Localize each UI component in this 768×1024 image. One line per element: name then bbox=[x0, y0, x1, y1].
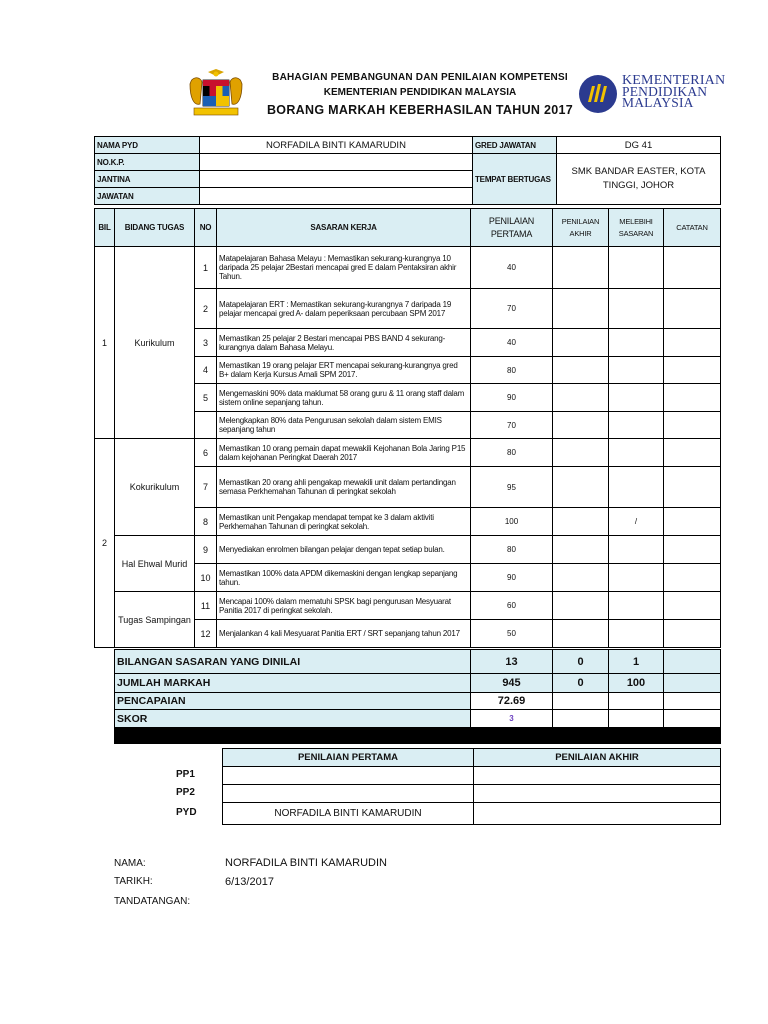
group-bidang: Tugas Sampingan bbox=[115, 592, 195, 648]
row-pertama: 80 bbox=[471, 439, 553, 467]
row-melebihi bbox=[609, 439, 664, 467]
row-pertama: 80 bbox=[471, 536, 553, 564]
row-no: 7 bbox=[195, 467, 217, 508]
pp1-label: PP1 bbox=[176, 769, 195, 780]
row-akhir bbox=[553, 564, 609, 592]
row-catatan bbox=[664, 247, 721, 289]
row-no: 4 bbox=[195, 357, 217, 384]
summary-table bbox=[114, 649, 721, 744]
col-bil: BIL bbox=[95, 209, 115, 247]
col-sasaran: SASARAN KERJA bbox=[217, 209, 471, 247]
col-akhir: PENILAIAN AKHIR bbox=[553, 209, 609, 247]
row-sasaran: Memastikan 10 orang pemain dapat mewakili Kejohanan Bola Jaring P15 dalam kejohanan Peringkat Daerah 2017 bbox=[217, 439, 471, 467]
signoff-col-akhir: PENILAIAN AKHIR bbox=[474, 749, 721, 767]
row-catatan bbox=[664, 289, 721, 329]
col-melebihi: MELEBIHI SASARAN bbox=[609, 209, 664, 247]
row-melebihi: / bbox=[609, 508, 664, 536]
nama-value: NORFADILA BINTI KAMARUDIN bbox=[200, 137, 473, 154]
kpm-logo-line: KEMENTERIAN bbox=[622, 73, 726, 88]
tempat-value: SMK BANDAR EASTER, KOTA TINGGI, JOHOR bbox=[557, 154, 721, 205]
nama-label: NAMA PYD bbox=[95, 137, 200, 154]
jawatan-label: JAWATAN bbox=[95, 188, 200, 205]
row-catatan bbox=[664, 439, 721, 467]
row-pertama: 40 bbox=[471, 247, 553, 289]
bilangan-melebihi: 1 bbox=[609, 650, 664, 674]
signoff-col-pertama: PENILAIAN PERTAMA bbox=[223, 749, 474, 767]
row-sasaran: Memastikan 20 orang ahli pengakap mewakili unit dalam pertandingan semasa Perkhemahan Tahunan di peringkat sekolah bbox=[217, 467, 471, 508]
nokp-value bbox=[200, 154, 473, 171]
pp2-akhir bbox=[474, 785, 721, 803]
tempat-label: TEMPAT BERTUGAS bbox=[473, 154, 557, 205]
form-title: BORANG MARKAH KEBERHASILAN TAHUN 2017 bbox=[266, 103, 574, 117]
group-bidang: Kurikulum bbox=[115, 247, 195, 439]
pyd-akhir bbox=[474, 803, 721, 825]
row-akhir bbox=[553, 620, 609, 648]
row-sasaran: Matapelajaran Bahasa Melayu : Memastikan sekurang-kurangnya 10 daripada 25 pelajar 2Bestari mencapai gred E dalam Pentaksiran akhir Tahun. bbox=[217, 247, 471, 289]
gred-value: DG 41 bbox=[557, 137, 721, 154]
row-pertama: 60 bbox=[471, 592, 553, 620]
row-catatan bbox=[664, 467, 721, 508]
row-catatan bbox=[664, 536, 721, 564]
row-catatan bbox=[664, 357, 721, 384]
jantina-value bbox=[200, 171, 473, 188]
row-melebihi bbox=[609, 592, 664, 620]
jantina-label: JANTINA bbox=[95, 171, 200, 188]
row-catatan bbox=[664, 329, 721, 357]
skor-pertama: 3 bbox=[471, 710, 553, 728]
row-pertama: 50 bbox=[471, 620, 553, 648]
group-bidang: Kokurikulum bbox=[115, 439, 195, 536]
row-no: 6 bbox=[195, 439, 217, 467]
pencapaian-melebihi bbox=[609, 693, 664, 710]
pp1-pertama bbox=[223, 767, 474, 785]
row-pertama: 70 bbox=[471, 289, 553, 329]
row-melebihi bbox=[609, 289, 664, 329]
row-no bbox=[195, 412, 217, 439]
row-no: 9 bbox=[195, 536, 217, 564]
bilangan-akhir: 0 bbox=[553, 650, 609, 674]
group-bidang: Hal Ehwal Murid bbox=[115, 536, 195, 592]
skor-melebihi bbox=[609, 710, 664, 728]
pp1-akhir bbox=[474, 767, 721, 785]
row-pertama: 95 bbox=[471, 467, 553, 508]
row-sasaran: Mencapai 100% dalam mematuhi SPSK bagi pengurusan Mesyuarat Panitia 2017 di peringkat sekolah. bbox=[217, 592, 471, 620]
row-akhir bbox=[553, 384, 609, 412]
group-bil: 1 bbox=[95, 247, 115, 439]
footer-tandatangan-label: TANDATANGAN: bbox=[114, 896, 191, 907]
kpm-logo-line: PENDIDIKAN bbox=[622, 84, 708, 99]
divider-bar bbox=[115, 728, 721, 744]
row-akhir bbox=[553, 247, 609, 289]
row-pertama: 90 bbox=[471, 384, 553, 412]
bilangan-label: BILANGAN SASARAN YANG DINILAI bbox=[115, 650, 471, 674]
row-akhir bbox=[553, 439, 609, 467]
row-pertama: 80 bbox=[471, 357, 553, 384]
row-melebihi bbox=[609, 384, 664, 412]
pp2-pertama bbox=[223, 785, 474, 803]
bilangan-pertama: 13 bbox=[471, 650, 553, 674]
jawatan-value bbox=[200, 188, 473, 205]
row-melebihi bbox=[609, 329, 664, 357]
row-sasaran: Matapelajaran ERT : Memastikan sekurang-kurangnya 7 daripada 19 pelajar mencapai gred A- dalam peperiksaan percubaan SPM 2017 bbox=[217, 289, 471, 329]
info-table bbox=[94, 136, 721, 205]
jumlah-label: JUMLAH MARKAH bbox=[115, 674, 471, 693]
row-catatan bbox=[664, 564, 721, 592]
footer-tarikh-value: 6/13/2017 bbox=[225, 876, 274, 888]
row-akhir bbox=[553, 536, 609, 564]
header-ministry: KEMENTERIAN PENDIDIKAN MALAYSIA bbox=[323, 87, 517, 98]
gred-label: GRED JAWATAN bbox=[473, 137, 557, 154]
row-catatan bbox=[664, 508, 721, 536]
skor-label: SKOR bbox=[115, 710, 471, 728]
row-sasaran: Menjalankan 4 kali Mesyuarat Panitia ERT / SRT sepanjang tahun 2017 bbox=[217, 620, 471, 648]
row-melebihi bbox=[609, 620, 664, 648]
row-no: 10 bbox=[195, 564, 217, 592]
row-no: 3 bbox=[195, 329, 217, 357]
pencapaian-pertama: 72.69 bbox=[471, 693, 553, 710]
row-melebihi bbox=[609, 412, 664, 439]
row-pertama: 40 bbox=[471, 329, 553, 357]
jumlah-pertama: 945 bbox=[471, 674, 553, 693]
bilangan-catatan bbox=[664, 650, 721, 674]
row-akhir bbox=[553, 592, 609, 620]
row-pertama: 70 bbox=[471, 412, 553, 439]
row-catatan bbox=[664, 620, 721, 648]
pyd-pertama: NORFADILA BINTI KAMARUDIN bbox=[223, 803, 474, 825]
row-catatan bbox=[664, 412, 721, 439]
jumlah-melebihi: 100 bbox=[609, 674, 664, 693]
signoff-table bbox=[222, 748, 721, 825]
pyd-label: PYD bbox=[176, 807, 197, 818]
pp2-label: PP2 bbox=[176, 787, 195, 798]
row-no: 2 bbox=[195, 289, 217, 329]
footer-nama-value: NORFADILA BINTI KAMARUDIN bbox=[225, 857, 387, 869]
row-akhir bbox=[553, 412, 609, 439]
kpm-logo-icon bbox=[578, 74, 618, 114]
row-sasaran: Memastikan 100% data APDM dikemaskini dengan lengkap sepanjang tahun. bbox=[217, 564, 471, 592]
col-catatan: CATATAN bbox=[664, 209, 721, 247]
pencapaian-label: PENCAPAIAN bbox=[115, 693, 471, 710]
footer-tarikh-label: TARIKH: bbox=[114, 876, 153, 887]
nokp-label: NO.K.P. bbox=[95, 154, 200, 171]
row-pertama: 100 bbox=[471, 508, 553, 536]
marks-table bbox=[94, 208, 721, 648]
row-catatan bbox=[664, 592, 721, 620]
row-sasaran: Mengemaskini 90% data maklumat 58 orang guru & 11 orang staff dalam sistem online sepanjang tahun. bbox=[217, 384, 471, 412]
kpm-logo-text bbox=[622, 75, 725, 108]
row-sasaran: Memastikan 25 pelajar 2 Bestari mencapai PBS BAND 4 sekurang-kurangnya dalam Bahasa Melayu. bbox=[217, 329, 471, 357]
row-no: 8 bbox=[195, 508, 217, 536]
pencapaian-akhir bbox=[553, 693, 609, 710]
group-bil: 2 bbox=[95, 439, 115, 648]
row-sasaran: Memastikan 19 orang pelajar ERT mencapai sekurang-kurangnya gred B+ dalam Kerja Kursus Amali SPM 2017. bbox=[217, 357, 471, 384]
header-department: BAHAGIAN PEMBANGUNAN DAN PENILAIAN KOMPETENSI bbox=[272, 72, 568, 83]
skor-akhir bbox=[553, 710, 609, 728]
kpm-logo-line: MALAYSIA bbox=[622, 95, 694, 110]
malaysia-coat-of-arms-icon bbox=[186, 68, 246, 118]
row-melebihi bbox=[609, 357, 664, 384]
row-no: 11 bbox=[195, 592, 217, 620]
row-akhir bbox=[553, 508, 609, 536]
skor-catatan bbox=[664, 710, 721, 728]
row-sasaran: Melengkapkan 80% data Pengurusan sekolah dalam sistem EMIS sepanjang tahun bbox=[217, 412, 471, 439]
footer-nama-label: NAMA: bbox=[114, 858, 146, 869]
row-akhir bbox=[553, 289, 609, 329]
col-no: NO bbox=[195, 209, 217, 247]
row-pertama: 90 bbox=[471, 564, 553, 592]
row-akhir bbox=[553, 467, 609, 508]
row-melebihi bbox=[609, 536, 664, 564]
row-no: 1 bbox=[195, 247, 217, 289]
jumlah-catatan bbox=[664, 674, 721, 693]
row-melebihi bbox=[609, 247, 664, 289]
col-pertama: PENILAIAN PERTAMA bbox=[471, 209, 553, 247]
row-no: 5 bbox=[195, 384, 217, 412]
row-no: 12 bbox=[195, 620, 217, 648]
jumlah-akhir: 0 bbox=[553, 674, 609, 693]
row-akhir bbox=[553, 357, 609, 384]
pencapaian-catatan bbox=[664, 693, 721, 710]
row-sasaran: Menyediakan enrolmen bilangan pelajar dengan tepat setiap bulan. bbox=[217, 536, 471, 564]
row-sasaran: Memastikan unit Pengakap mendapat tempat ke 3 dalam aktiviti Perkhemahan Tahunan di peringkat sekolah. bbox=[217, 508, 471, 536]
col-bidang: BIDANG TUGAS bbox=[115, 209, 195, 247]
row-melebihi bbox=[609, 564, 664, 592]
row-melebihi bbox=[609, 467, 664, 508]
row-catatan bbox=[664, 384, 721, 412]
row-akhir bbox=[553, 329, 609, 357]
